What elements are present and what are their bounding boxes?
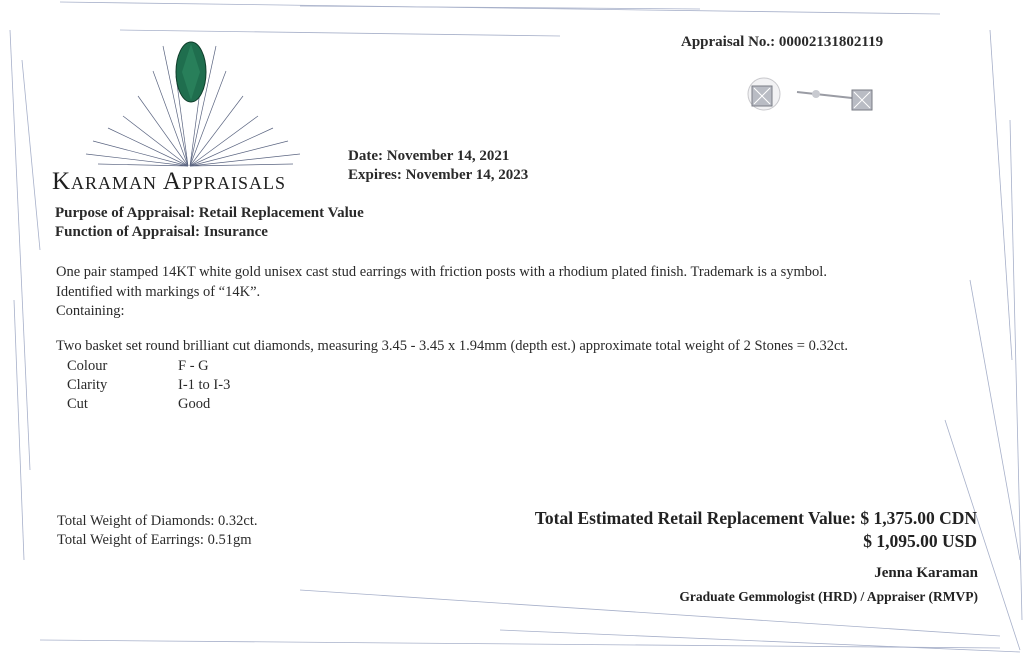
appraiser-name: Jenna Karaman — [874, 565, 978, 581]
spec-label: Colour — [67, 358, 108, 374]
purpose-line: Purpose of Appraisal: Retail Replacement Value — [55, 205, 364, 221]
brand-name: Karaman Appraisals — [52, 168, 287, 195]
function-line: Function of Appraisal: Insurance — [55, 224, 268, 240]
item-markings: Identified with markings of “14K”. — [56, 284, 261, 300]
valuation-cdn: $ 1,375.00 CDN — [860, 508, 977, 528]
logo-emblem — [78, 36, 308, 171]
spec-value: F - G — [178, 358, 209, 374]
spec-label: Clarity — [67, 377, 108, 393]
total-diamond-weight: Total Weight of Diamonds: 0.32ct. — [57, 513, 258, 529]
earrings-photo — [742, 68, 882, 116]
valuation-usd: $ 1,095.00 USD — [863, 531, 977, 551]
appraisal-expiry: Expires: November 14, 2023 — [348, 167, 529, 183]
stone-description: Two basket set round brilliant cut diamonds, measuring 3.45 - 3.45 x 1.94mm (depth est.) approximate total weight of 2 Stones = 0.32ct. — [56, 338, 849, 354]
item-description: One pair stamped 14KT white gold unisex cast stud earrings with friction posts with a rhodium plated finish. Trademark is a symbol. — [56, 264, 827, 280]
spec-value: I-1 to I-3 — [178, 377, 231, 393]
spec-label: Cut — [67, 396, 88, 412]
valuation-label: Total Estimated Retail Replacement Value: — [534, 508, 856, 528]
appraiser-title: Graduate Gemmologist (HRD) / Appraiser (RMVP) — [679, 589, 978, 604]
spec-value: Good — [178, 396, 211, 412]
valuation-cdn-line — [535, 508, 977, 529]
appraisal-date: Date: November 14, 2021 — [348, 148, 510, 164]
containing-label: Containing: — [56, 303, 125, 319]
appraisal-number: Appraisal No.: 00002131802119 — [681, 34, 884, 50]
total-earring-weight: Total Weight of Earrings: 0.51gm — [57, 532, 252, 548]
